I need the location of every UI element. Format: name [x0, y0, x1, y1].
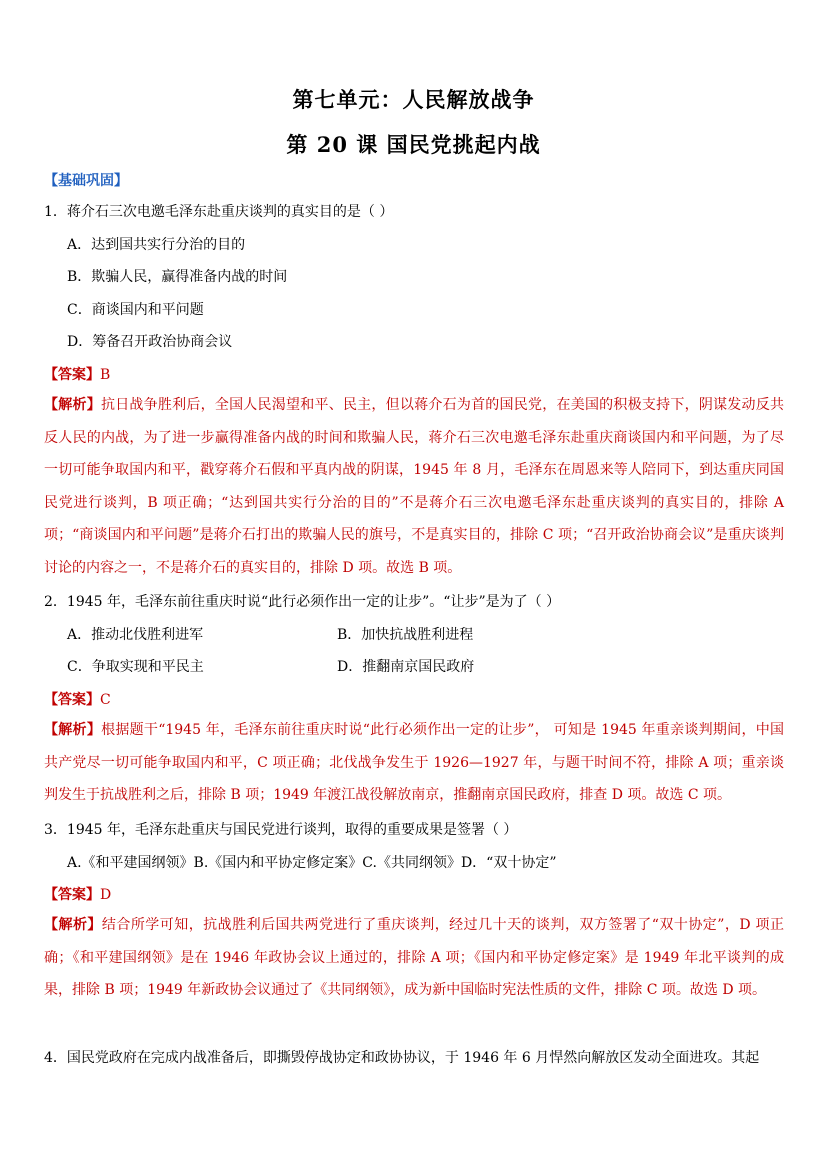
question-1-option-b: B．欺骗人民，赢得准备内战的时间 — [67, 269, 288, 285]
lesson-title: 第 20 课 国民党挑起内战 — [286, 132, 541, 157]
answer-value: C — [100, 692, 111, 708]
question-2-answer — [44, 689, 111, 709]
question-1-stem: 1．蒋介石三次电邀毛泽东赴重庆谈判的真实目的是（ ） — [44, 204, 394, 220]
answer-tag: 【答案】 — [44, 887, 100, 903]
question-1-option-d: D．筹备召开政治协商会议 — [67, 334, 233, 350]
question-2-option-b: B．加快抗战胜利进程 — [337, 627, 474, 643]
section-heading: 【基础巩固】 — [44, 173, 128, 189]
explanation-tag: 【解析】 — [44, 722, 102, 738]
question-1-option-c: C．商谈国内和平问题 — [67, 302, 204, 318]
explanation-text: 结合所学可知，抗战胜利后国共两党进行了重庆谈判，经过几十天的谈判，双方签署了“双十协定”，D 项正确；《和平建国纲领》是在 1946 年政协会议上通过的，排除 A 项；《国内和平协定修定案》是 1949 年北平谈判的成果，排除 B 项；1949 年新政协会议通过了《共同纲领》，成为新中国临时宪法性质的文件，排除 C 项。故选 D 项。 — [44, 917, 784, 998]
answer-value: B — [100, 367, 111, 383]
question-2-option-c: C．争取实现和平民主 — [67, 659, 204, 675]
question-3-answer — [44, 884, 111, 904]
explanation-text: 根据题干“1945 年，毛泽东前往重庆时说“此行必须作出一定的让步”， 可知是 1945 年重亲谈判期间，中国共产党尽一切可能争取国内和平，C 项正确；北伐战争发生于 1926—1927 年，与题干时间不符，排除 A 项；重亲谈判发生于抗战胜利之后，排除 B 项；1949 年渡江战役解放南京，推翻南京国民政府，排查 D 项。故选 C 项。 — [44, 722, 785, 803]
answer-tag: 【答案】 — [44, 692, 100, 708]
explanation-tag: 【解析】 — [44, 397, 101, 413]
question-3-explanation — [44, 909, 784, 1007]
question-3-options: A.《和平建国纲领》B.《国内和平协定修定案》C.《共同纲领》D．“双十协定” — [67, 855, 557, 871]
answer-value: D — [100, 887, 112, 903]
question-3-stem: 3．1945 年，毛泽东赴重庆与国民党进行谈判，取得的重要成果是签署（ ） — [44, 822, 518, 838]
explanation-text: 抗日战争胜利后，全国人民渴望和平、民主，但以蒋介石为首的国民党，在美国的积极支持下，阴谋发动反共反人民的内战，为了进一步赢得准备内战的时间和欺骗人民，蒋介石三次电邀毛泽东赴重庆商谈国内和平问题，为了尽一切可能争取国内和平，戳穿蒋介石假和平真内战的阴谋，1945 年 8 月，毛泽东在周恩来等人陪同下，到达重庆同国民党进行谈判，B 项正确；“达到国共实行分治的目的”不是蒋介石三次电邀毛泽东赴重庆谈判的真实目的，排除 A 项；“商谈国内和平问题”是蒋介石打出的欺骗人民的旗号，不是真实目的，排除 C 项；“召开政治协商会议”是重庆谈判讨论的内容之一，不是蒋介石的真实目的，排除 D 项。故选 B 项。 — [44, 397, 785, 576]
question-1-answer — [44, 364, 110, 384]
question-4-stem: 4．国民党政府在完成内战准备后，即撕毁停战协定和政协协议，于 1946 年 6 月悍然向解放区发动全面进攻。其起 — [44, 1050, 760, 1066]
answer-tag: 【答案】 — [44, 367, 100, 383]
unit-title: 第七单元：人民解放战争 — [292, 87, 535, 112]
question-2-explanation — [44, 714, 784, 812]
question-2-option-a: A．推动北伐胜利进军 — [67, 627, 204, 643]
explanation-tag: 【解析】 — [44, 917, 102, 933]
question-2-option-d: D．推翻南京国民政府 — [337, 659, 475, 675]
question-2-stem: 2．1945 年，毛泽东前往重庆时说“此行必须作出一定的让步”。“让步”是为了（ ） — [44, 594, 561, 610]
question-1-option-a: A．达到国共实行分治的目的 — [67, 237, 246, 253]
question-1-explanation — [44, 389, 784, 584]
